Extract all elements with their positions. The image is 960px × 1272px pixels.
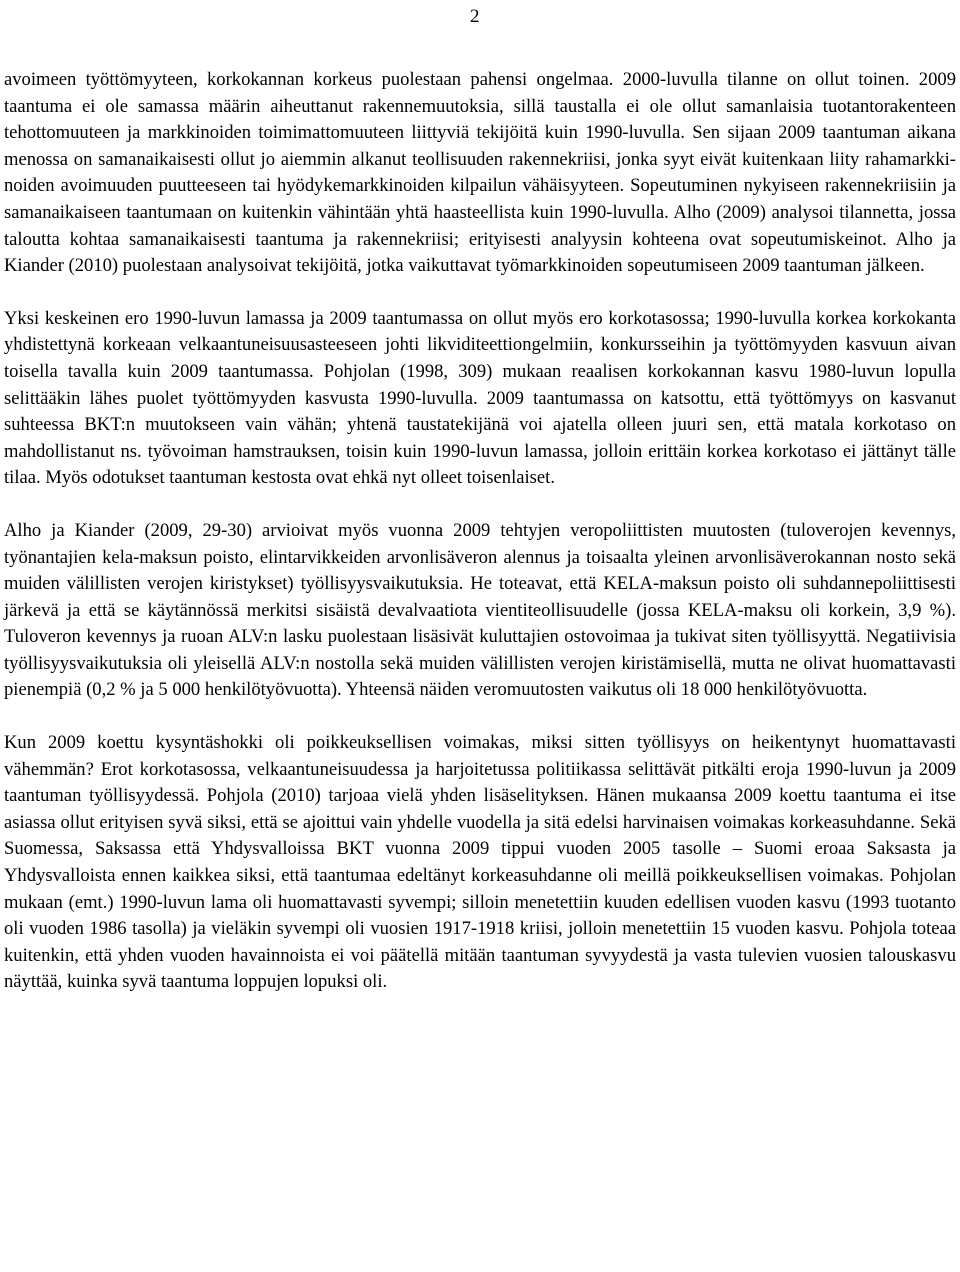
paragraph-2: Yksi keskeinen ero 1990-luvun lamassa ja 2009 taantumassa on ollut myös ero korkotasossa; 1990-luvulla korkea korkokanta yhdistettynä korkeaan velkaantuneisuusasteeseen johti likviditeettiongelmiin, konkursseihin ja työttömyyden kasvuun aivan toisella tavalla kuin 2009 taantumassa. Pohjolan (1998, 309) mukaan reaalisen korkokannan kasvu 1980-luvun lopulla selittääkin lähes puolet työttömyyden kasvusta 1990-luvulla. 2009 taantumassa on katsottu, että työttömyys on kasvanut suhteessa BKT:n muutokseen vain vähän; yhtenä taustatekijänä voi ajatella olleen juuri sen, että matala korkotaso on mahdollistanut ns. työvoiman hamstrauksen, toisin kuin 1990-luvun lamassa, jolloin erittäin korkea korkotaso ei jättänyt tälle tilaa. Myös odotukset taantuman kestosta ovat ehkä nyt olleet toisenlaiset. [4, 307, 956, 489]
paragraph-4: Kun 2009 koettu kysyntäshokki oli poikkeuksellisen voimakas, miksi sitten työllisyys on heikentynyt huomattavasti vähemmän? Erot korkotasossa, velkaantuneisuudessa ja harjoitetussa politiikassa selittävät pitkälti eroja 1990-luvun ja 2009 taantuman työllisyydessä. Pohjola (2010) tarjoaa vielä yhden lisäselityksen. Hänen mukaansa 2009 koettu taantuma ei itse asiassa ollut erityisen syvä siksi, että se ajoittui vain yhdelle vuodella ja sitä edelsi harvinaisen voimakas korkeasuhdanne. Sekä Suomessa, Saksassa että Yhdysvalloissa BKT vuonna 2009 tippui vuoden 2005 tasolle – Suomi eroaa Saksasta ja Yhdysvalloista ennen kaikkea siksi, että taantumaa edeltänyt korkeasuhdanne oli meillä poikkeuksellisen voimakas. Pohjolan mukaan (emt.) 1990-luvun lama oli huomattavasti syvempi; silloin menetettiin kuuden edellisen vuoden kasvu (1993 tuotanto oli vuoden 1986 tasolla) ja vieläkin syvempi oli vuosien 1917-1918 kriisi, jolloin menetettiin 15 vuoden kasvu. Pohjola toteaa kuitenkin, että yhden vuoden havainnoista ei voi päätellä mitään taantuman syvyydestä ja vasta tulevien vuosien talouskasvu näyttää, kuinka syvä taantuma loppujen lopuksi oli. [4, 732, 956, 993]
body-text [4, 67, 956, 1022]
page-number: 2 [470, 6, 480, 27]
paragraph-3: Alho ja Kiander (2009, 29-30) arvioivat myös vuonna 2009 tehtyjen veropoliittisten muutosten (tuloverojen kevennys, työnantajien kela-maksun poisto, elintarvikkeiden arvonlisäveron alennus ja toisaalta yleinen arvonlisäverokannan nosto sekä muiden välillisten verojen kiristykset) työllisyysvaikutuksia. He toteavat, että KELA-maksun poisto oli suhdannepoliittisesti järkevä ja että se käytännössä merkitsi sisäistä devalvaatiota vientiteollisuudelle (jossa KELA-maksu oli korkein, 3,9 %). Tuloveron kevennys ja ruoan ALV:n lasku puolestaan lisäsivät kuluttajien ostovoimaa ja tukivat siten työllisyyttä. Negatiivisia työllisyysvaikutuksia oli yleisellä ALV:n nostolla sekä muiden välillisten verojen kiristämisellä, mutta ne olivat huomattavasti pienempiä (0,2 % ja 5 000 henkilötyövuotta). Yhteensä näiden veromuutosten vaikutus oli 18 000 henkilötyövuotta. [4, 519, 956, 701]
paragraph-1: avoimeen työttömyyteen, korkokannan korkeus puolestaan pahensi ongelmaa. 2000-luvulla tilanne on ollut toinen. 2009 taantuma ei ole samassa määrin aiheuttanut rakennemuutoksia, sillä taustalla ei ole ollut samanlaisia tuotantorakenteen tehottomuuteen ja markkinoiden toimimattomuuteen liittyviä tekijöitä kuin 1990-luvulla. Sen sijaan 2009 taantuman aikana menossa on samanaikaisesti ollut jo aiemmin alkanut teollisuuden rakennekriisi, jonka syyt eivät kuitenkaan liity rahamarkkinoiden avoimuuden puutteeseen tai hyödykemarkkinoiden kilpailun vähäisyyteen. Sopeutuminen nykyiseen rakennekriisiin ja samanaikaiseen taantumaan on kuitenkin vähintään yhtä haasteellista kuin 1990-luvulla. Alho (2009) analysoi tilannetta, jossa taloutta kohtaa samanaikaisesti taantuma ja rakennekriisi; erityisesti analyysin kohteena ovat sopeutumiskeinot. Alho ja Kiander (2010) puolestaan analysoivat tekijöitä, jotka vaikuttavat työmarkkinoiden sopeutumiseen 2009 taantuman jälkeen. [4, 69, 956, 277]
